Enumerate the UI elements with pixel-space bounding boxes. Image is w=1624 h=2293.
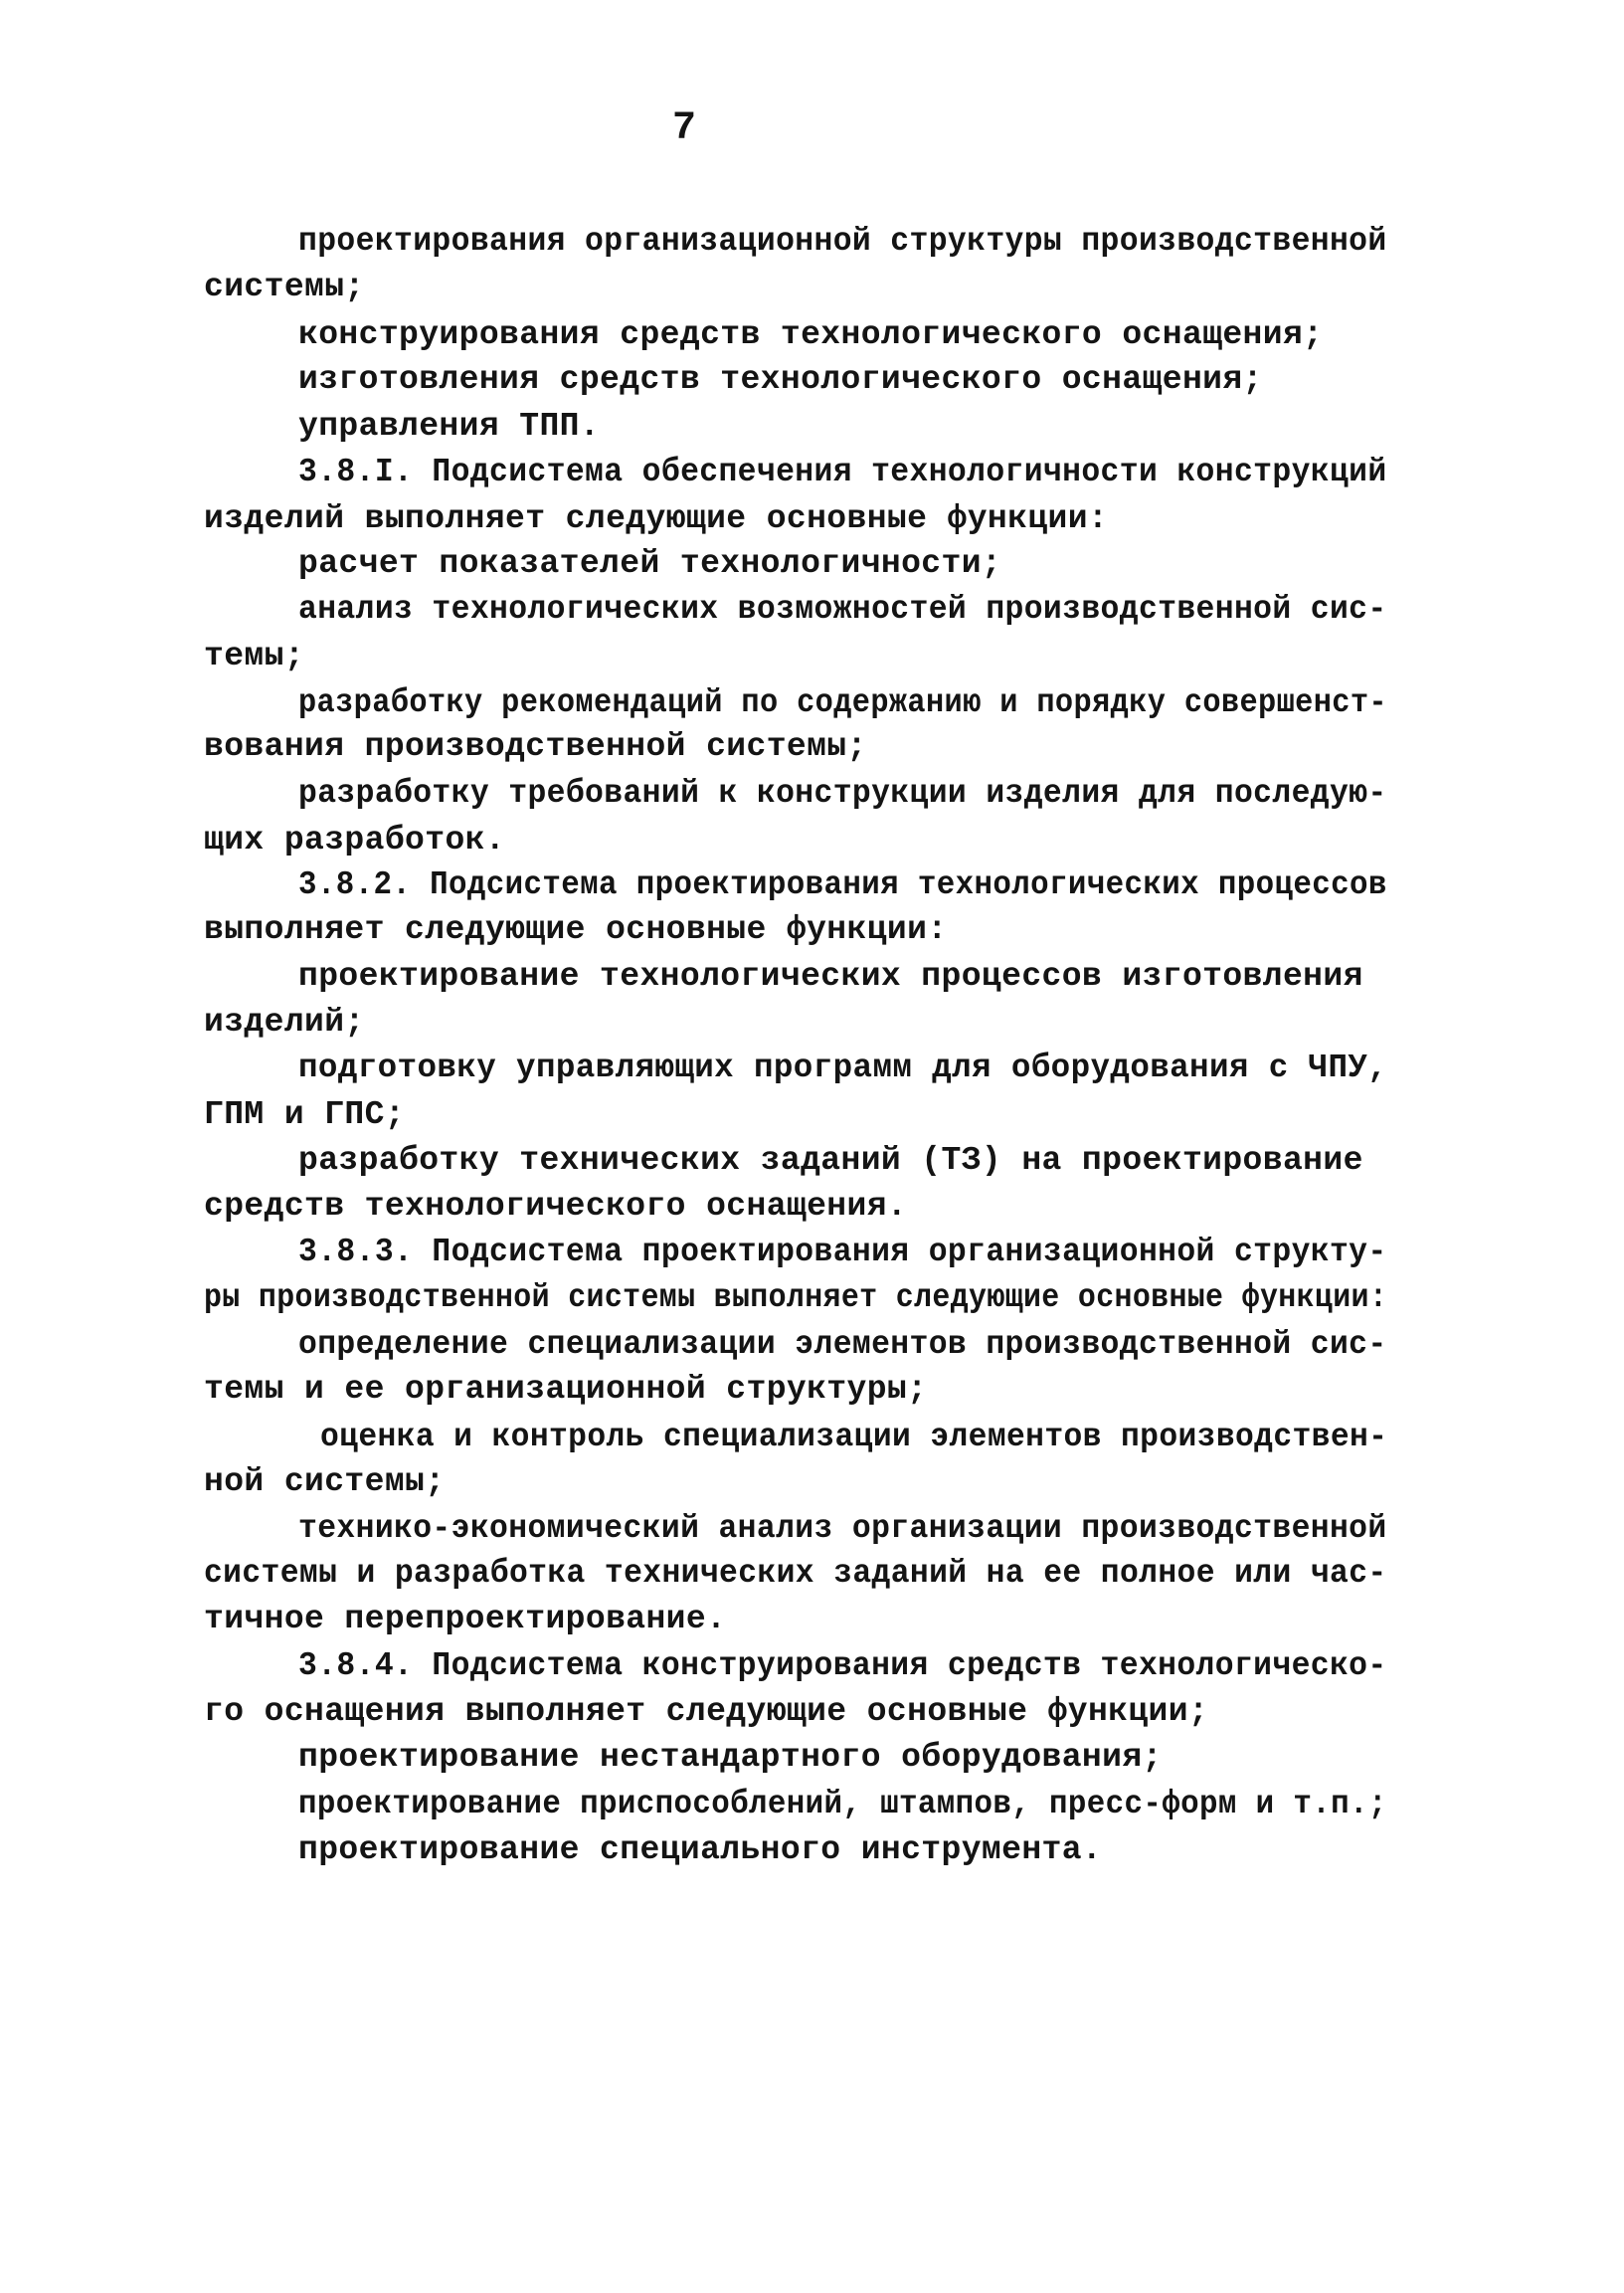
text-line: подготовку управляющих программ для оборудования с ЧПУ, <box>298 1050 1388 1086</box>
text-line: 3.8.2. Подсистема проектирования технологических процессов <box>298 866 1387 903</box>
text-line: системы и разработка технических заданий на ее полное или час- <box>204 1555 1387 1592</box>
text-line: разработку технических заданий (ТЗ) на проектирование <box>298 1142 1363 1179</box>
text-line: проектирование специального инструмента. <box>298 1831 1103 1868</box>
text-line: выполняет следующие основные функции: <box>204 911 948 948</box>
text-line: 3.8.3. Подсистема проектирования организационной структу- <box>298 1234 1387 1270</box>
text-line: ГПМ и ГПС; <box>204 1096 406 1133</box>
text-line: разработку рекомендаций по содержанию и порядку совершенст- <box>298 684 1387 721</box>
text-line: проектирования организационной структуры производственной <box>298 223 1387 260</box>
text-line: темы и ее организационной структуры; <box>204 1371 928 1408</box>
text-line: анализ технологических возможностей производственной сис- <box>298 591 1387 628</box>
text-line: ной системы; <box>204 1463 446 1500</box>
text-line: средств технологического оснащения. <box>204 1188 908 1225</box>
text-line: ры производственной системы выполняет следующие основные функции: <box>204 1279 1388 1316</box>
text-line: проектирование приспособлений, штампов, пресс-форм и т.п.; <box>298 1786 1387 1822</box>
text-line: тичное перепроектирование. <box>204 1601 727 1637</box>
text-line: расчет показателей технологичности; <box>298 545 1002 582</box>
text-line: оценка и контроль специализации элементов производствен- <box>320 1419 1388 1455</box>
text-line: разработку требований к конструкции изделия для последую- <box>298 775 1387 812</box>
text-line: вования производственной системы; <box>204 728 867 765</box>
text-line: конструирования средств технологического оснащения; <box>298 316 1324 353</box>
text-line: го оснащения выполняет следующие основные функции; <box>204 1693 1209 1730</box>
text-line: системы; <box>204 269 365 305</box>
text-line: изделий выполняет следующие основные функции: <box>204 500 1109 537</box>
text-line: 3.8.I. Подсистема обеспечения технологичности конструкций <box>298 454 1387 490</box>
text-line: определение специализации элементов производственной сис- <box>298 1326 1387 1363</box>
text-line: управления ТПП. <box>298 408 601 445</box>
text-line: 3.8.4. Подсистема конструирования средств технологическо- <box>298 1647 1387 1684</box>
text-line: щих разработок. <box>204 822 506 859</box>
text-line: проектирование технологических процессов изготовления <box>298 958 1363 995</box>
text-line: темы; <box>204 638 305 674</box>
text-line: проектирование нестандартного оборудования; <box>298 1739 1163 1776</box>
page-number: 7 <box>672 106 697 151</box>
text-line: изготовления средств технологического оснащения; <box>298 361 1263 398</box>
text-line: изделий; <box>204 1004 365 1041</box>
text-line: технико-экономический анализ организации производственной <box>298 1510 1387 1547</box>
